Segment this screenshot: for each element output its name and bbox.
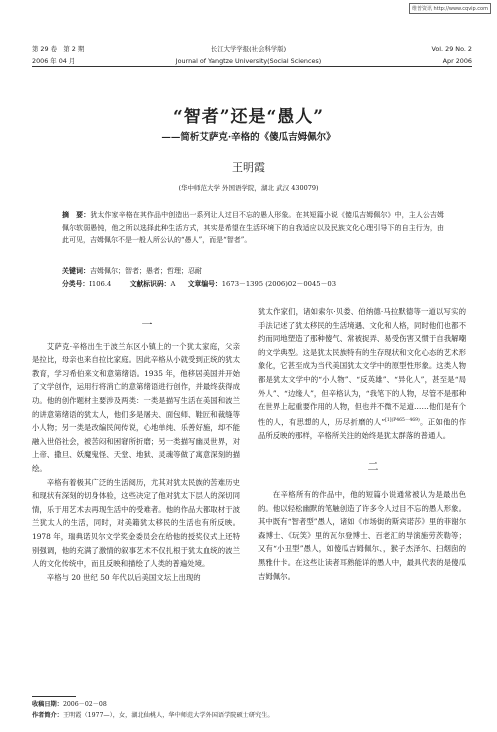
author-name: 王明霞 [232, 161, 265, 174]
article-id-value: 1673－1395 (2006)02－0045－03 [221, 280, 337, 288]
watermark: 维普资讯 http://www.cqvip.com [409, 3, 491, 14]
paper-title: “智者”还是“愚人” [172, 107, 325, 127]
author-bio: 王明霞（1977—），女，湖北仙桃人，华中师范大学外国语学院硕士研究生。 [62, 712, 274, 719]
footnote-received [32, 700, 107, 710]
classification-line [62, 278, 444, 290]
paragraph: 艾萨克·辛格出生于波兰东区小镇上的一个犹太家庭，父亲是拉比，母亲也来自拉比家庭。因此辛格从小就受到正统的犹太教育，学习希伯来文和意第绪语。1935 年，他移居美国并开始了文学创作，运用行将消亡的意第绪语进行创作，并最终获得成功。他的创作题材主要涉及两类：一类是描写生活在美国和波兰的讲意第绪语的犹太人，他们多是屠夫、面包师、鞋匠和裁缝等小人物；另一类是改编民间传说，心地单纯、乐善好施，却不能融入世俗社会，被苦闷和困窘所折磨；另一类描写幽灵世界，对上帝、撒旦、妖魔鬼怪、天堂、地狱、灵魂等做了寓意深刻的描绘。 [32, 341, 240, 473]
abstract-text: 犹太作家辛格在其作品中创造出一系列让人过目不忘的愚人形象。在其短篇小说《傻瓜吉姆佩尔》中，主人公吉姆佩尔软弱愚钝，他之所以选择此种生活方式，其实是希望在生活环境下的自我适应以及民族文化心理引导下的自主行为，由此可见，吉姆佩尔不是一般人所公认的“愚人”，而是“智者”。 [62, 211, 445, 244]
keywords [62, 265, 444, 277]
paragraph-text: 犹太作家们，诸如索尔·贝娄、伯纳德·马拉默德等一道以写实的手法记述了犹太移民的生活境遇、文化和人格，同时他们也都不约而同地塑造了那种傻气、常被捉弄、易受伤害又惯于自我解嘲的文学典型。这是犹太民族特有的生存现状和文化心态的艺术形象化，它甚至成为当代美国犹太文学中的原型性形象。这类人物都是犹太文学中的“小人物”、“反英雄”、“异化人”，甚至是“局外人”、“边缘人”，但辛格认为，“我笔下的人物，尽管不是那种在世界上起重要作用的人物，但也并不微不足道……他们是有个性的人，有思想的人，历尽折磨的人” [258, 307, 466, 427]
header-date: 2006 年 04 月 [32, 57, 76, 65]
received-date: 2006－02－08 [62, 701, 107, 708]
section-heading-1: 一 [141, 318, 153, 331]
left-column [32, 318, 240, 584]
paragraph-text: 。正如他的作品所反映的那样，辛格所关注的始终是犹太群落的普通人。 [258, 417, 466, 440]
doc-code-label: 文献标识码： [129, 280, 171, 288]
right-column [258, 305, 466, 583]
header-date-en: Apr 2006 [442, 57, 472, 65]
footnote-author [32, 711, 274, 721]
article-id-label: 文章编号： [187, 280, 222, 288]
paragraph: 辛格有着极其广泛的生活阅历，尤其对犹太民族的苦难历史和现状有深刻的切身体验，这些决定了他对犹太下层人的深切同情，乐于用艺术去再现生活中的受难者。他的作品大都取材于波兰犹太人的生活，同时，对美籍犹太移民的生活也有所反映。1978 年，瑞典诺贝尔文学奖金委员会在给他的授奖仪式上还特别强调，他的充满了激情的叙事艺术不仅扎根于犹太血统的波兰人的文化传统中，而且反映和描绘了人类的普遍处境。 [32, 477, 240, 569]
abstract [62, 209, 444, 247]
paragraph: 在辛格所有的作品中，他的短篇小说通常被认为是最出色的。他以轻松幽默的笔触创造了许多令人过目不忘的愚人形象。其中既有“智者型”愚人，诸如《市场街的斯宾诺莎》里的菲谢尔森博士、《玩笑》里的瓦尔登博士、百老汇的导演施劳茨勒等；又有“小丑型”愚人，如傻瓜吉姆佩尔、，猴子杰泽尔、扫烟囱的黑雅什卡。在这些让读者耳熟能详的愚人中，最具代表的是傻瓜吉姆佩尔。 [258, 490, 466, 581]
keywords-label: 关键词： [62, 266, 90, 275]
author-bio-label: 作者简介： [32, 712, 63, 719]
paragraph [258, 305, 466, 442]
section-heading-2: 二 [367, 460, 379, 474]
paper-subtitle: ——简析艾萨克·辛格的《傻瓜吉姆佩尔》 [161, 132, 336, 143]
doc-code-value: A [170, 280, 176, 288]
journal-name-cn: 长江大学学报(社会科学版) [210, 45, 287, 53]
header-volume-en: Vol. 29 No. 2 [431, 45, 472, 53]
class-value: I106.4 [89, 280, 112, 288]
footnote-rule [32, 696, 76, 697]
keywords-text: 吉姆佩尔；智者；愚者；哲理；忍耐 [90, 267, 202, 275]
received-label: 收稿日期： [32, 701, 63, 708]
class-label: 分类号： [62, 280, 90, 288]
abstract-label: 摘 要： [62, 210, 91, 219]
header-volume: 第 29 卷 第 2 期 [32, 45, 85, 53]
citation: [1](P465－469) [385, 417, 420, 423]
paragraph: 辛格与 20 世纪 50 年代以后美国文坛上出现的 [46, 572, 201, 582]
author-affiliation: (华中师范大学 外国语学院，湖北 武汉 430079) [178, 184, 319, 192]
header-rule [32, 66, 472, 67]
journal-name-en: Journal of Yangtze University(Social Sciences) [175, 57, 322, 65]
